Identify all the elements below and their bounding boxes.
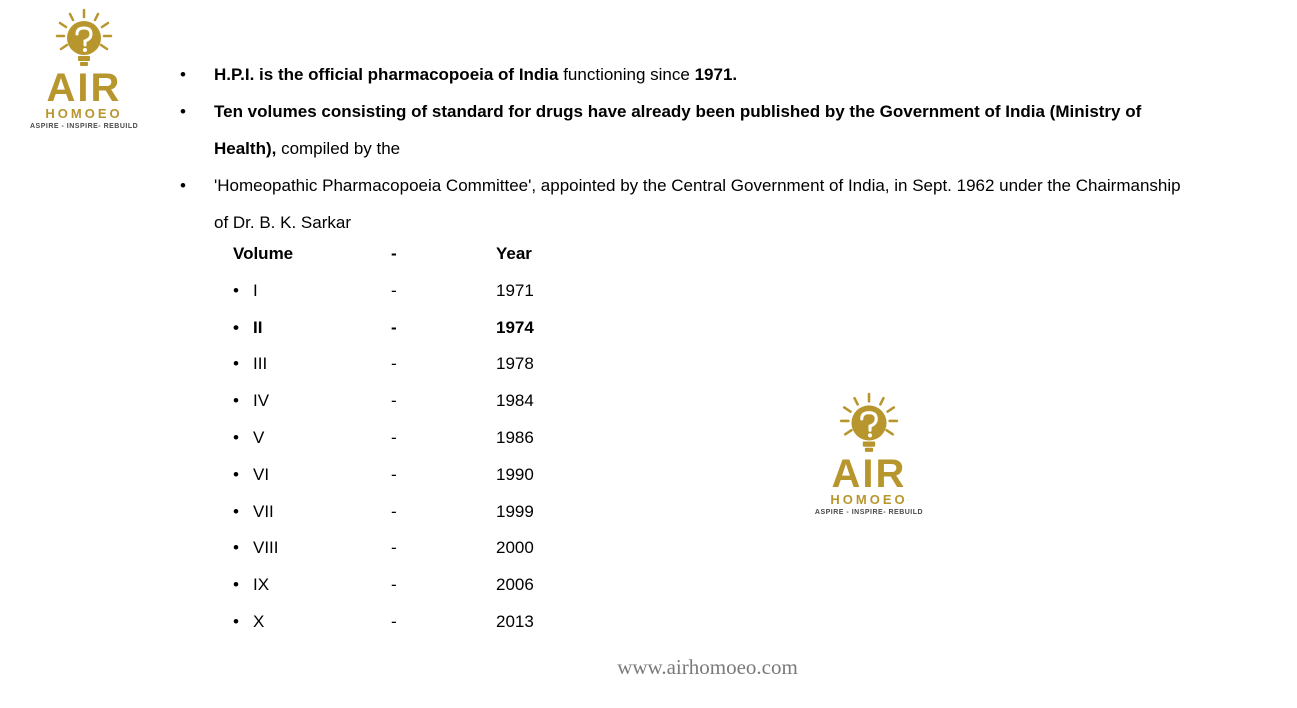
- volume-cell: [233, 494, 391, 531]
- volume-cell: [233, 530, 391, 567]
- table-row: [233, 604, 576, 641]
- volume-cell: [233, 604, 391, 641]
- logo-subtitle: HOMOEO: [45, 106, 123, 121]
- volume-cell: [233, 273, 391, 310]
- separator-cell: -: [391, 501, 397, 521]
- year-cell: 1986: [496, 427, 534, 447]
- bullet-dot: •: [233, 317, 239, 337]
- year-cell: 1978: [496, 354, 534, 374]
- bullet-dot: •: [233, 464, 239, 484]
- bullet-dot: •: [233, 575, 239, 595]
- bullet-text: 'Homeopathic Pharmacopoeia Committee', appointed by the Central Government of India, in Sept. 1962 under the Chairmanship of Dr. B. K. Sarkar: [214, 176, 1181, 232]
- table-row: [233, 494, 576, 531]
- year-cell: 1984: [496, 391, 534, 411]
- table-row: [233, 310, 576, 347]
- table-row: [233, 420, 576, 457]
- logo-tagline: ASPIRE - INSPIRE- REBUILD: [30, 123, 139, 130]
- volume-label: III: [253, 354, 268, 374]
- year-cell: 2006: [496, 575, 534, 595]
- bullet-item: [180, 93, 1190, 167]
- logo-wordmark: AIR: [46, 66, 122, 110]
- bullet-dot: •: [233, 354, 239, 374]
- bullet-text: compiled by the: [276, 139, 401, 158]
- bullet-dot: •: [233, 611, 239, 631]
- year-cell: 1999: [496, 501, 534, 521]
- bullet-text: functioning since: [558, 65, 695, 84]
- separator-cell: -: [391, 317, 397, 337]
- separator-cell: -: [391, 464, 397, 484]
- year-cell: 1971: [496, 280, 534, 300]
- volume-cell: [233, 383, 391, 420]
- separator-cell: -: [391, 354, 397, 374]
- volume-year-table: [233, 236, 576, 641]
- volume-label: VI: [253, 464, 270, 484]
- table-row: [233, 567, 576, 604]
- logo-wordmark: AIR: [831, 452, 907, 496]
- header-year: Year: [496, 244, 532, 263]
- volume-label: V: [253, 427, 265, 447]
- separator-cell: -: [391, 538, 397, 558]
- bullet-dot: •: [180, 65, 186, 84]
- table-header: [233, 236, 576, 273]
- bullet-item: [180, 167, 1190, 241]
- logo-tagline: ASPIRE - INSPIRE- REBUILD: [814, 509, 924, 516]
- table-row: [233, 383, 576, 420]
- bullet-dot: •: [233, 501, 239, 521]
- separator-cell: -: [391, 427, 397, 447]
- volume-cell: [233, 567, 391, 604]
- volume-label: VII: [253, 501, 274, 521]
- bullet-dot: •: [233, 427, 239, 447]
- volume-cell: [233, 310, 391, 347]
- lightbulb-icon: [812, 392, 926, 456]
- volume-label: VIII: [253, 538, 279, 558]
- separator-cell: -: [391, 280, 397, 300]
- table-row: [233, 273, 576, 310]
- year-cell: 1990: [496, 464, 534, 484]
- separator-cell: -: [391, 391, 397, 411]
- volume-label: X: [253, 611, 265, 631]
- separator-cell: -: [391, 575, 397, 595]
- bullet-list: [180, 56, 1190, 241]
- bullet-text-bold: Ten volumes consisting of standard for drugs have already been published by the Government of India (Ministry of Health),: [214, 102, 1142, 158]
- bullet-dot: •: [180, 102, 186, 121]
- year-cell: 2000: [496, 538, 534, 558]
- year-cell: 2013: [496, 611, 534, 631]
- bullet-item: [180, 56, 1190, 93]
- volume-label: I: [253, 280, 258, 300]
- bullet-dot: •: [233, 391, 239, 411]
- bullet-dot: •: [233, 538, 239, 558]
- brand-logo-top: [30, 8, 138, 132]
- bullet-dot: •: [180, 176, 186, 195]
- header-separator: -: [391, 244, 397, 263]
- bullet-text-bold: H.P.I. is the official pharmacopoeia of India: [214, 65, 559, 84]
- table-row: [233, 457, 576, 494]
- volume-cell: [233, 457, 391, 494]
- logo-subtitle: HOMOEO: [830, 492, 908, 507]
- volume-cell: [233, 346, 391, 383]
- website-url[interactable]: www.airhomoeo.com: [617, 655, 798, 679]
- bullet-dot: •: [233, 280, 239, 300]
- year-cell: 1974: [496, 317, 534, 337]
- volume-label: IX: [253, 575, 270, 595]
- table-row: [233, 346, 576, 383]
- bullet-text-bold: 1971.: [694, 65, 738, 84]
- lightbulb-icon: [30, 8, 138, 70]
- volume-cell: [233, 420, 391, 457]
- brand-logo-center: [812, 392, 926, 518]
- table-row: [233, 530, 576, 567]
- volume-label: II: [253, 317, 263, 337]
- separator-cell: -: [391, 611, 397, 631]
- header-volume: Volume: [233, 244, 294, 263]
- volume-label: IV: [253, 391, 270, 411]
